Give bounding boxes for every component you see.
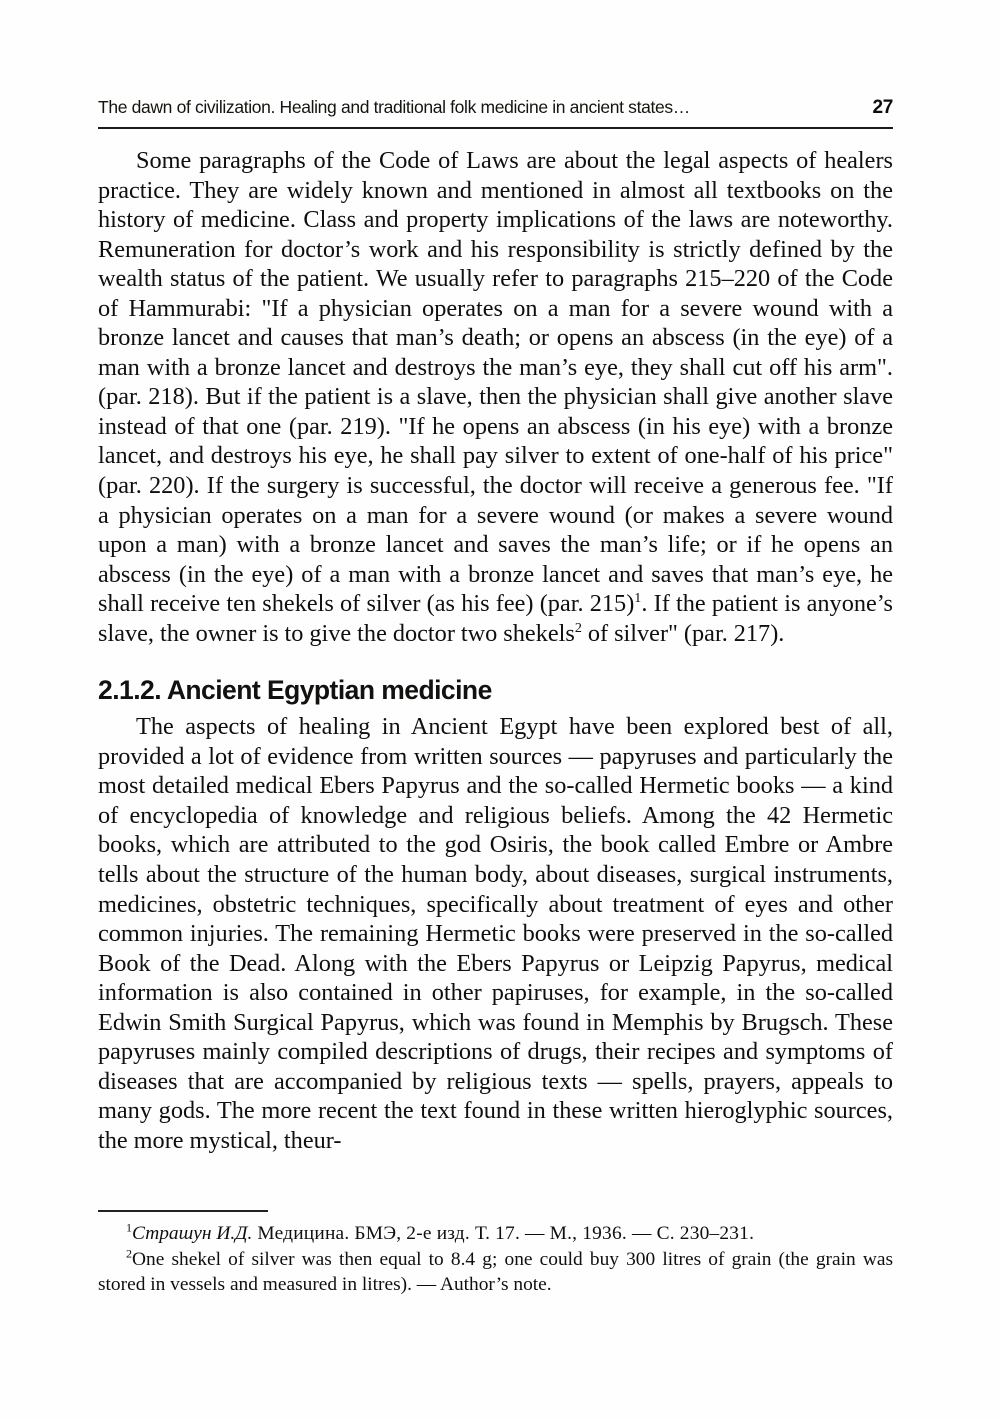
paragraph-text-part-2: . If the patient is anyone’s slave, the owner is to give the doctor two shekels xyxy=(98,590,893,647)
page-number: 27 xyxy=(872,97,893,118)
footnote-citation-1: Медицина. БМЭ, 2-е изд. Т. 17. — М., 1936. — С. 230–231. xyxy=(252,1223,755,1245)
footnote-area xyxy=(98,1210,893,1297)
paragraph-code-of-laws xyxy=(98,146,893,648)
footnote-separator-rule xyxy=(98,1210,268,1212)
page-body xyxy=(98,146,893,1156)
header-divider xyxy=(98,127,893,129)
footnote-item-2 xyxy=(98,1247,893,1298)
page-header xyxy=(98,97,893,119)
section-heading-ancient-egyptian-medicine: 2.1.2. Ancient Egyptian medicine xyxy=(98,675,492,706)
footnote-reference-2[interactable]: 2 xyxy=(574,619,582,636)
footnote-text-2: One shekel of silver was then equal to 8.4 g; one could buy 300 litres of grain (the grain was stored in vessels and measured in litres). — Author’s note. xyxy=(98,1248,893,1295)
footnote-reference-1[interactable]: 1 xyxy=(634,590,642,607)
paragraph-text-part-3: of silver" (par. 217). xyxy=(581,619,785,647)
footnote-marker-1: 1 xyxy=(126,1220,133,1235)
footnote-item-1 xyxy=(98,1221,893,1246)
running-head-title: The dawn of civilization. Healing and traditional folk medicine in ancient states… xyxy=(98,97,690,117)
paragraph-text-part-1: Some paragraphs of the Code of Laws are about the legal aspects of healers practice. They are widely known and mentioned in almost all textbooks on the history of medicine. Class and property implications of the laws are noteworthy. Remuneration for doctor’s work and his responsibility is strictly defined by the wealth status of the patient. We usually refer to paragraphs 215–220 of the Code of Hammurabi: "If a physician operates on a man for a severe wound with a bronze lancet and causes that man’s death; or opens an abscess (in the eye) of a man with a bronze lancet and destroys the man’s eye, they shall cut off his arm". (par. 218). But if the patient is a slave, then the physician shall give another slave instead of that one (par. 219). "If he opens an abscess (in his eye) with a bronze lancet, and destroys his eye, he shall pay silver to extent of one-half of his price" (par. 220). If the surgery is successful, the doctor will receive a generous fee. "If a physician operates on a man for a severe wound (or makes a severe wound upon a man) with a bronze lancet and saves the man’s life; or if he opens an abscess (in the eye) of a man with a bronze lancet and saves that man’s eye, he shall receive ten shekels of silver (as his fee) (par. 215) xyxy=(98,147,893,618)
paragraph-ancient-egypt: The aspects of healing in Ancient Egypt have been explored best of all, provided a lot of evidence from written sources — papyruses and particularly the most detailed medical Ebers Papyrus and the so-called Hermetic books — a kind of encyclopedia of knowledge and religious beliefs. Among the 42 Hermetic books, which are attributed to the god Osiris, the book called Embre or Ambre tells about the structure of the human body, about diseases, surgical instruments, medicines, obstetric techniques, specifically about treatment of eyes and other common injuries. The remaining Hermetic books were preserved in the so-called Book of the Dead. Along with the Ebers Papyrus or Leipzig Papyrus, medical information is also contained in other papiruses, for example, in the so-called Edwin Smith Surgical Papyrus, which was found in Memphis by Brugsch. These papyruses mainly compiled descriptions of drugs, their recipes and symptoms of diseases that are accompanied by religious texts — spells, prayers, appeals to many gods. The more recent the text found in these written hieroglyphic sources, the more mystical, theur- xyxy=(98,713,893,1154)
footnote-author-1: Страшун И.Д. xyxy=(132,1223,253,1245)
footnote-marker-2: 2 xyxy=(126,1246,133,1261)
